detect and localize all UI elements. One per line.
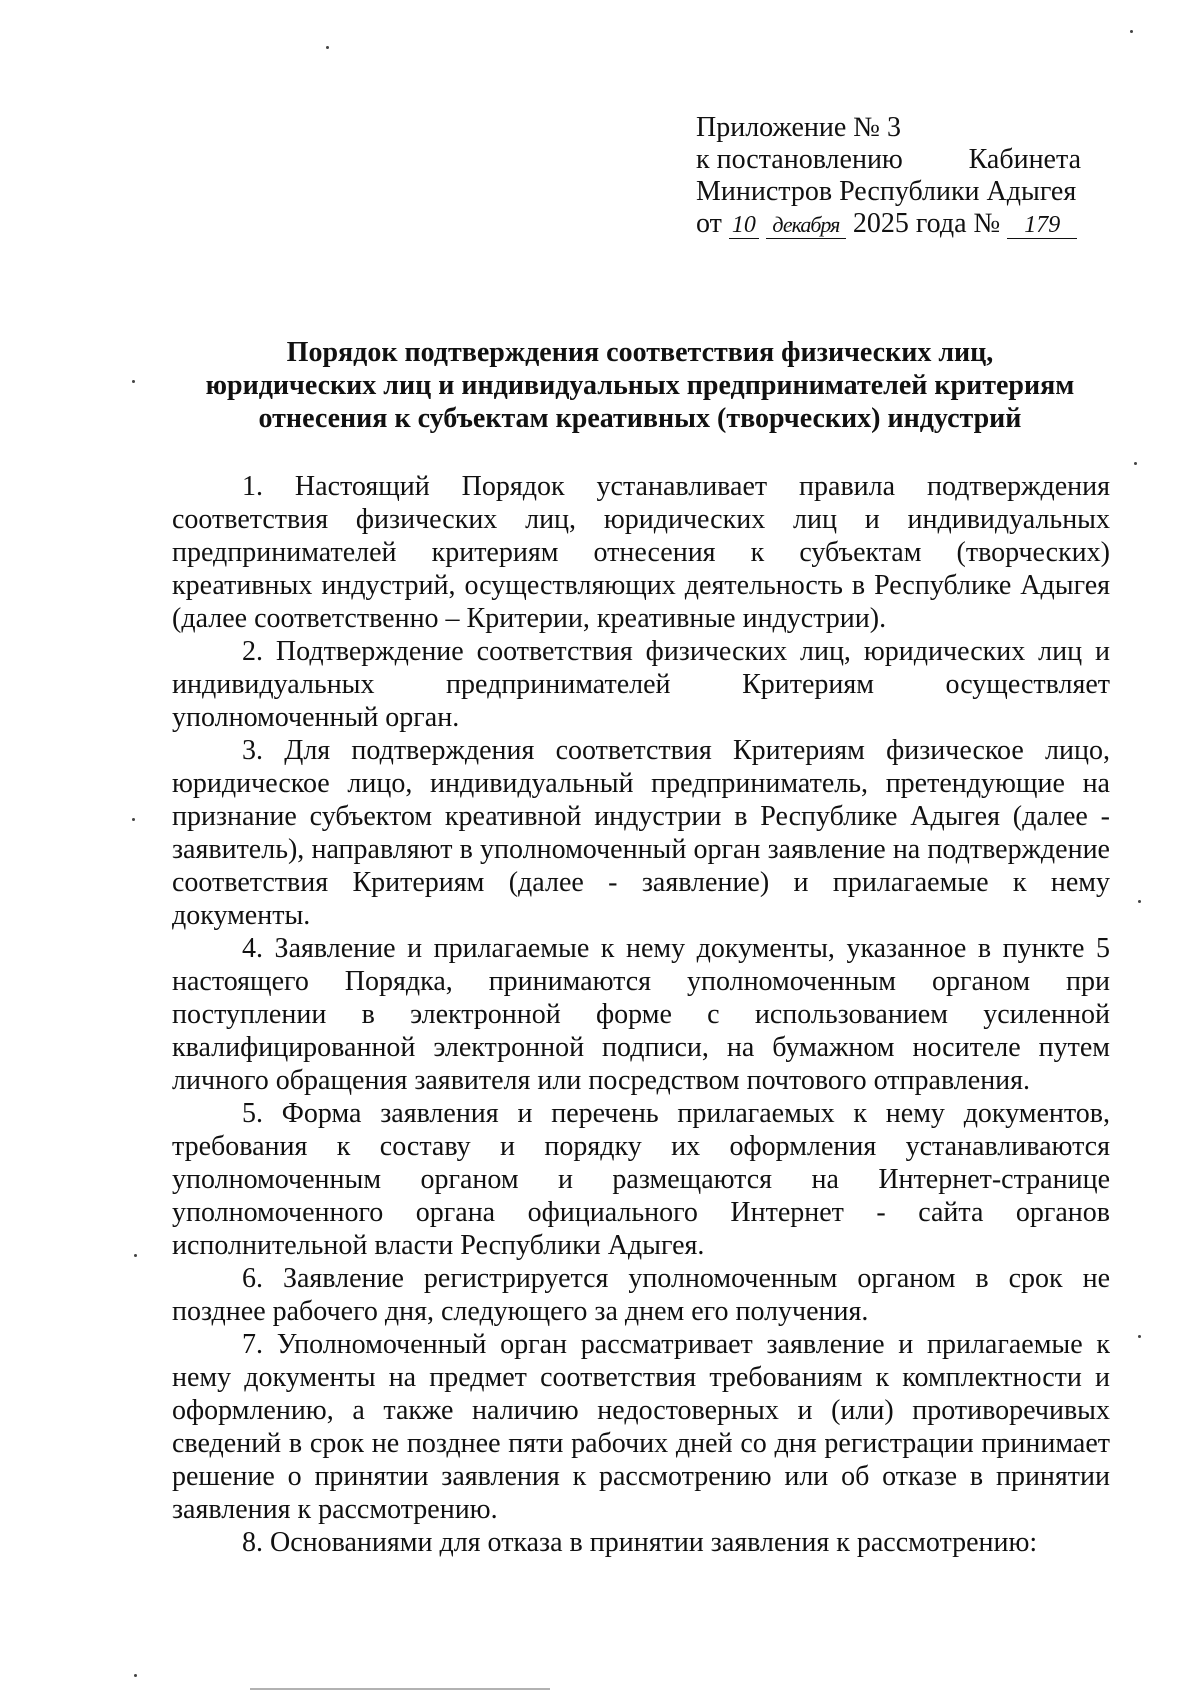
paragraph-6: 6. Заявление регистрируется уполномоченным органом в срок не позднее рабочего дня, следующего за днем его получения. [172,1263,1110,1327]
scan-speck [1134,462,1137,465]
date-day: 10 [729,212,759,239]
paragraph-7: 7. Уполномоченный орган рассматривает заявление и прилагаемые к нему документы на предмет соответствия требованиям к комплектности и оформлению, а также наличию недостоверных и (или) противоречивых сведений в срок не позднее пяти рабочих дней со дня регистрации принимает решение о принятии заявления к рассмотрению или об отказе в принятии заявления к рассмотрению. [172,1329,1110,1525]
document-title [170,336,1110,435]
scan-speck [1138,1335,1141,1338]
title-line-1: Порядок подтверждения соответствия физических лиц, [286,337,994,368]
title-line-3: отнесения к субъектам креативных (творческих) индустрий [258,403,1022,434]
title-line-2: юридических лиц и индивидуальных предпринимателей критериям [205,370,1075,401]
scan-speck [134,1254,137,1257]
appendix-ministers-line: Министров Республики Адыгея [696,176,1077,207]
appendix-date-line [696,208,1081,240]
date-prefix: от [696,208,722,239]
appendix-number: Приложение № 3 [696,112,901,143]
paragraph-1: 1. Настоящий Порядок устанавливает правила подтверждения соответствия физических лиц, юридических лиц и индивидуальных предпринимателей критериям отнесения к субъектам (творческих) креативных индустрий, осуществляющих деятельность в Республике Адыгея (далее соответственно – Критерии, креативные индустрии). [172,471,1110,634]
scan-edge-marks [250,1688,550,1693]
resolution-number: 179 [1007,212,1077,239]
paragraph-2: 2. Подтверждение соответствия физических лиц, юридических лиц и индивидуальных предпринимателей Критериям осуществляет уполномоченный орган. [172,636,1110,733]
scan-speck [326,46,329,49]
date-month: декабря [766,212,846,239]
paragraph-5: 5. Форма заявления и перечень прилагаемых к нему документов, требования к составу и порядку их оформления устанавливаются уполномоченным органом и размещаются на Интернет-странице уполномоченного органа официального Интернет - сайта органов исполнительной власти Республики Адыгея. [172,1098,1110,1261]
scan-speck [134,1674,137,1677]
appendix-resolution-text: к постановлению [696,144,903,175]
paragraph-3: 3. Для подтверждения соответствия Критериям физическое лицо, юридическое лицо, индивидуальный предприниматель, претендующие на признание субъектом креативной индустрии в Республике Адыгея (далее - заявитель), направляют в уполномоченный орган заявление на подтверждение соответствия Критериям (далее - заявление) и прилагаемые к нему документы. [172,735,1110,931]
appendix-cabinet-text: Кабинета [968,144,1081,175]
document-body [172,470,1110,1559]
paragraph-4: 4. Заявление и прилагаемые к нему документы, указанное в пункте 5 настоящего Порядка, принимаются уполномоченным органом при поступлении в электронной форме с использованием усиленной квалифицированной электронной подписи, на бумажном носителе путем личного обращения заявителя или посредством почтового отправления. [172,933,1110,1096]
scan-speck [132,380,135,383]
scan-speck [1138,900,1141,903]
appendix-block [696,112,1081,240]
date-year: 2025 года № [852,208,1001,239]
paragraph-8: 8. Основаниями для отказа в принятии заявления к рассмотрению: [242,1527,1038,1558]
scan-speck [132,818,135,821]
scan-speck [1130,30,1133,33]
appendix-resolution-line [696,144,1081,176]
